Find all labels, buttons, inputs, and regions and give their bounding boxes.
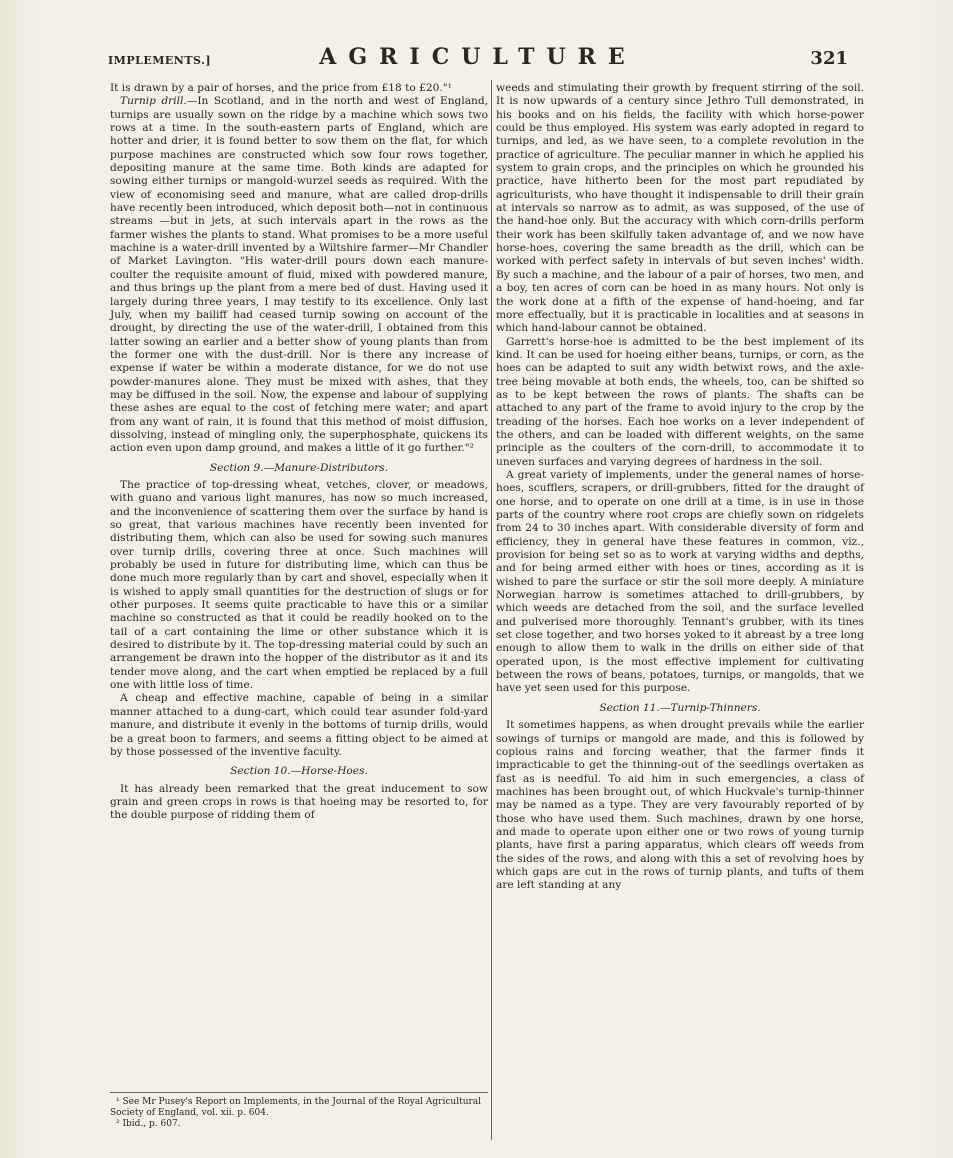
running-head-title: AGRICULTURE — [319, 44, 637, 70]
paragraph: It has already been remarked that the great inducement to sow grain and green crops in rows is that hoeing may be resorted to, for the double purpose of ridding them of — [110, 782, 488, 822]
paragraph-heading: Turnip drill. — [120, 95, 187, 108]
paragraph: A cheap and effective machine, capable of being in a similar manner attached to a dung-cart, which could tear asunder fold-yard manure, and distribute it evenly in the bottoms of turnip drills, would be a great boon to farmers, and seems a fitting object to be aimed at by those possessed of the inventive faculty. — [110, 692, 488, 758]
section-heading: Section 10.—Horse-Hoes. — [230, 765, 368, 778]
running-head-left: IMPLEMENTS.] — [108, 54, 212, 67]
section-heading: Section 9.—Manure-Distributors. — [209, 461, 389, 474]
footnotes — [110, 1092, 488, 1130]
section-heading: Section 11.—Turnip-Thinners. — [599, 701, 761, 714]
paragraph-text: —In Scotland, and in the north and west of England, turnips are usually sown on the ridge by a machine which sows two rows at a time. In the south-eastern parts of England, which are hotter and drier, it is found better to sow them on the flat, for which purpose machines are constructed which sow four rows together, depositing manure at the same time. Both kinds are adapted for sowing either turnips or mangold-wurzel seeds as required. With the view of economising seed and manure, what are called drop-drills have recently been introduced, which deposit both—not in continuous streams —but in jets, at such intervals apart in the rows as the farmer wishes the plants to stand. What promises to be a more useful machine is a water-drill invented by a Wiltshire farmer—Mr Chandler of Market Lavington. "His water-drill pours down each manure-coulter the requisite amount of fluid, mixed with powdered manure, and thus brings up the plant from a mere bed of dust. Having used it largely during three years, I may testify to its excellence. Only last July, when my bailiff had ceased turnip sowing on account of the drought, by directing the use of the water-drill, I obtained from this latter sowing an earlier and a better show of young plants than from the former one with the dust-drill. Nor is there any increase of expense if water be within a moderate distance, for we do not use powder-manures alone. They must be mixed with ashes, that they may be diffused in the soil. Now, the expense and labour of supplying these ashes are equal to the cost of fetching mere water; and apart from any want of rain, it is found that this method of moist diffusion, dissolving, instead of mingling only, the superphosphate, quickens its action even upon damp ground, and makes a little of it go further."² — [110, 95, 488, 455]
footnote: ² Ibid., p. 607. — [116, 1119, 181, 1129]
left-column — [110, 82, 488, 823]
right-column — [496, 82, 864, 893]
page-header — [108, 44, 848, 74]
page-number: 321 — [810, 48, 848, 69]
paragraph — [110, 95, 488, 455]
paragraph: A great variety of implements, under the general names of horse-hoes, scufflers, scrapers, or drill-grubbers, fitted for the draught of one horse, and to operate on one drill at a time, is in use in those parts of the country where root crops are chiefly sown on ridgelets from 24 to 30 inches apart. With considerable diversity of form and efficiency, they in general have these features in common, viz., provision for being set so as to work at varying widths and depths, and for being armed either with hoes or tines, according as it is wished to pare the surface or stir the soil more deeply. A miniature Norwegian harrow is sometimes attached to drill-grubbers, by which weeds are detached from the soil, and the surface levelled and pulverised more thoroughly. Tennant's grubber, with its tines set close together, and two horses yoked to it abreast by a tree long enough to allow them to walk in the drills on either side of that operated upon, is the most effective implement for cultivating between the rows of beans, potatoes, turnips, or mangolds, that we have yet seen used for this purpose. — [496, 468, 864, 695]
paragraph: The practice of top-dressing wheat, vetches, clover, or meadows, with guano and various light manures, has now so much increased, and the inconvenience of scattering them over the surface by hand is so great, that various machines have recently been invented for distributing them, which can also be used for sowing such manures over turnip drills, covering three at once. Such machines will probably be used in future for distributing lime, which can thus be done much more regularly than by cart and shovel, especially when it is wished to apply small quantities for the destruction of slugs or for other purposes. It seems quite practicable to have this or a similar machine so constructed as that it could be readily hooked on to the tail of a cart containing the lime or other substance which it is desired to distribute by it. The top-dressing material could by such an arrangement be drawn into the hopper of the distributor as it and its tender move along, and the cart when emptied be replaced by a full one with little loss of time. — [110, 478, 488, 692]
paragraph: weeds and stimulating their growth by frequent stirring of the soil. It is now upwards of a century since Jethro Tull demonstrated, in his books and on his fields, the facility with which horse-power could be thus employed. His system was early adopted in regard to turnips, and led, as we have seen, to a complete revolution in the practice of agriculture. The peculiar manner in which he applied his system to grain crops, and the principles on which he grounded his practice, have hitherto been for the most part repudiated by agriculturists, who have thought it indispensable to drill their grain at intervals so narrow as to admit, as was supposed, of the use of the hand-hoe only. But the accuracy with which corn-drills perform their work has been skilfully taken advantage of, and we now have horse-hoes, covering the same breadth as the drill, which can be worked with perfect safety in intervals of but seven inches' width. By such a machine, and the labour of a pair of horses, two men, and a boy, ten acres of corn can be hoed in as many hours. Not only is the work done at a fifth of the expense of hand-hoeing, and far more effectually, but it is practicable in localities and at seasons in which hand-labour cannot be obtained. — [496, 82, 864, 335]
paragraph: It sometimes happens, as when drought prevails while the earlier sowings of turnips or mangold are made, and this is followed by copious rains and forcing weather, that the farmer finds it impracticable to get the thinning-out of the seedlings overtaken as fast as is needful. To aid him in such emergencies, a class of machines has been brought out, of which Huckvale's turnip-thinner may be named as a type. They are very favourably reported of by those who have used them. Such machines, drawn by one horse, and made to operate upon either one or two rows of young turnip plants, have first a paring apparatus, which clears off weeds from the sides of the rows, and along with this a set of revolving hoes by which gaps are cut in the rows of turnip plants, and tufts of them are left standing at any — [496, 719, 864, 892]
footnote: ¹ See Mr Pusey's Report on Implements, in the Journal of the Royal Agricultural Society of England, vol. xii. p. 604. — [110, 1097, 482, 1118]
paragraph: It is drawn by a pair of horses, and the price from £18 to £20."¹ — [110, 82, 452, 94]
paragraph: Garrett's horse-hoe is admitted to be the best implement of its kind. It can be used for hoeing either beans, turnips, or corn, as the hoes can be adapted to suit any width betwixt rows, and the axle-tree being movable at both ends, the wheels, too, can be shifted so as to be kept between the rows of plants. The shafts can be attached to any part of the frame to avoid injury to the crop by the treading of the horses. Each hoe works on a lever independent of the others, and can be loaded with different weights, on the same principle as the coulters of the corn-drill, to accommodate it to uneven surfaces and varying degrees of hardness in the soil. — [496, 335, 864, 468]
column-divider — [491, 80, 492, 1140]
